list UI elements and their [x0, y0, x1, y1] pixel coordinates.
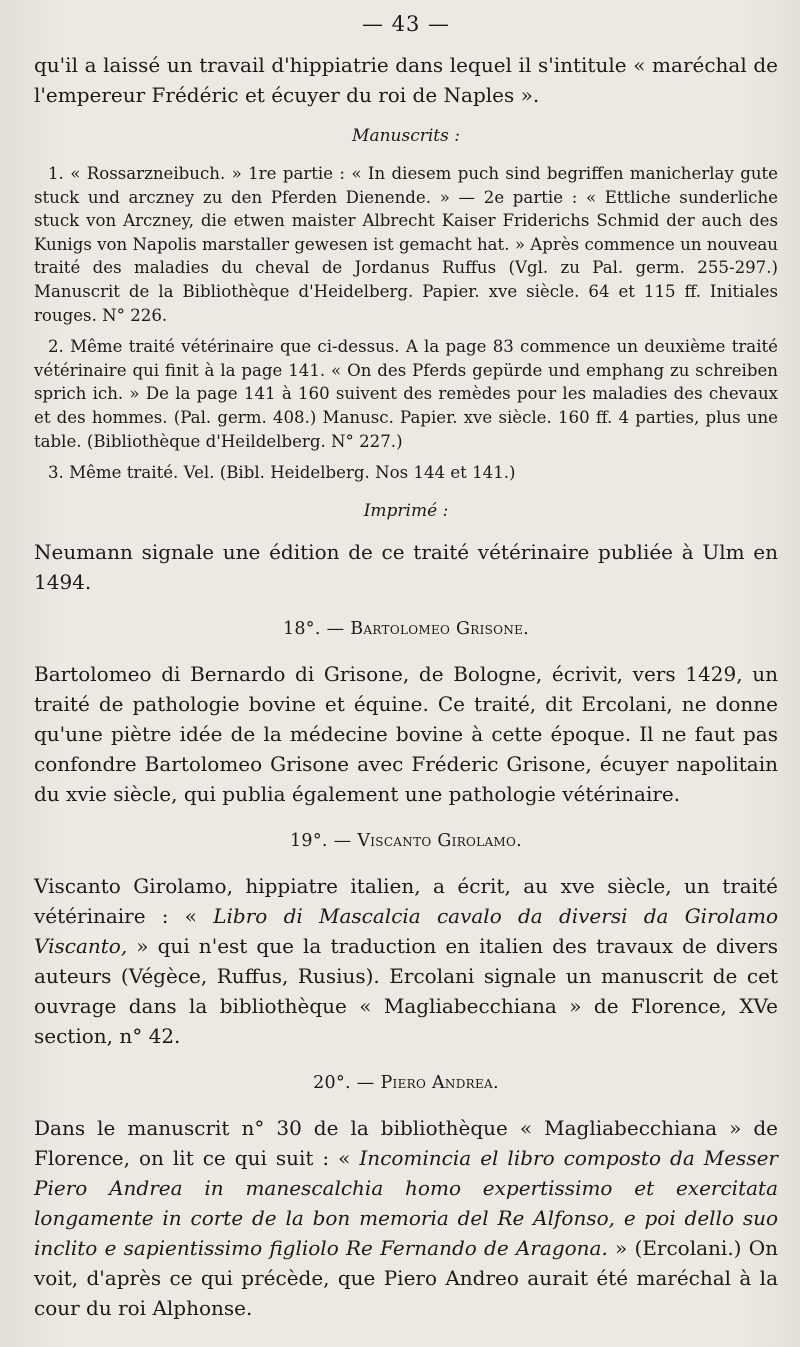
manuscript-item [34, 461, 778, 485]
section-18-paragraph: Bartolomeo di Bernardo di Grisone, de Bologne, écrivit, vers 1429, un traité de pathologie bovine et équine. Ce traité, dit Ercolani, ne donne qu'une piètre idée de la médecine bovine à cette époque. Il ne faut pas confondre Bartolomeo Grisone avec Fréderic Grisone, écuyer napolitain du xvie siècle, qui publia également une pathologie vétérinaire. [34, 661, 778, 806]
section-20-paragraph [34, 1113, 778, 1323]
section-20-italic-quote: Incomincia el libro composto da Messer Piero Andrea in manescalchia homo expertissimo et exercitata longamente in corte de la bon memoria del Re Alfonso, e poi dello suo inclito e sapientissimo figliolo Re Fernando de Aragona. [34, 1145, 778, 1260]
section-title-19 [34, 831, 778, 851]
page-number: — 43 — [361, 12, 451, 36]
section-title-20 [34, 1073, 778, 1093]
manuscrits-list [34, 162, 778, 485]
section-19-italic-title: Libro di Mascalcia cavalo da diversi da Girolamo Viscanto, [34, 903, 778, 958]
manuscript-item-number: 1. [48, 164, 64, 183]
manuscript-item-text: Même traité. Vel. (Bibl. Heidelberg. Nos 144 et 141.) [69, 463, 516, 483]
manuscript-item-number: 2. [48, 337, 64, 357]
section-name: Viscanto Girolamo. [357, 830, 522, 851]
manuscrits-heading: Manuscrits : [352, 126, 460, 146]
section-20-text-b: » (Ercolani.) On voit, d'après ce qui précède, que Piero Andreo aurait été maréchal à la cour du roi Alphonse. [34, 1235, 778, 1320]
manuscript-item [34, 162, 778, 327]
intro-paragraph: qu'il a laissé un travail d'hippiatrie dans lequel il s'intitule « maréchal de l'empereur Frédéric et écuyer du roi de Naples ». [34, 53, 778, 107]
manuscript-item [34, 335, 778, 453]
section-19-text-b: » qui n'est que la traduction en italien des travaux de divers auteurs (Végèce, Ruffus, Rusius). Ercolani signale un manuscrit de cet ouvrage dans la bibliothèque « Magliabecchiana » de Florence, XVe section, n° 42. [34, 933, 778, 1048]
manuscript-item-number: 3. [48, 463, 64, 483]
section-title-18 [34, 619, 778, 639]
section-name: Bartolomeo Grisone. [350, 618, 530, 639]
manuscript-item-text: Même traité vétérinaire que ci-dessus. A la page 83 commence un deuxième traité vétérinaire qui finit à la page 141. « On des Pferds gepürde und emphang zu schreiben sprich ich. » De la page 141 à 160 suivent des remèdes pour les maladies des chevaux et des hommes. (Pal. germ. 408.) Manusc. Papier. xve siècle. 160 ff. 4 parties, plus une table. (Bibliothèque d'Heildelberg. N° 227.) [34, 337, 778, 451]
section-19-text-a: Viscanto Girolamo, hippiatre italien, a écrit, au xve siècle, un traité vétérinaire : « [34, 873, 778, 928]
section-number: 20°. — [313, 1072, 375, 1093]
section-20-text-a: Dans le manuscrit n° 30 de la bibliothèque « Magliabecchiana » de Florence, on lit ce qui suit : « [34, 1115, 778, 1170]
section-19-paragraph [34, 871, 778, 1051]
imprime-heading: Imprimé : [363, 500, 449, 521]
imprime-paragraph: Neumann signale une édition de ce traité vétérinaire publiée à Ulm en 1494. [34, 539, 778, 594]
section-number: 18°. — [282, 618, 345, 639]
manuscript-item-text: « Rossarzneibuch. » 1re partie : « In diesem puch sind begriffen manicherlay gute stuck und arczney zu den Pferden Dienende. » — 2e partie : « Ettliche sunderliche stuck von Arczney, die etwen maister Albrecht Kaiser Friderichs Schmid der auch des Kunigs von Napolis marstaller gewesen ist gemacht hat. » Après commence un nouveau traité des maladies du cheval de Jordanus Ruffus (Vgl. zu Pal. germ. 255-297.) Manuscrit de la Bibliothèque d'Heidelberg. Papier. xve siècle. 64 et 115 ff. Initiales rouges. N° 226. [34, 164, 779, 325]
section-name: Piero Andrea. [380, 1072, 499, 1093]
section-number: 19°. — [290, 830, 352, 851]
